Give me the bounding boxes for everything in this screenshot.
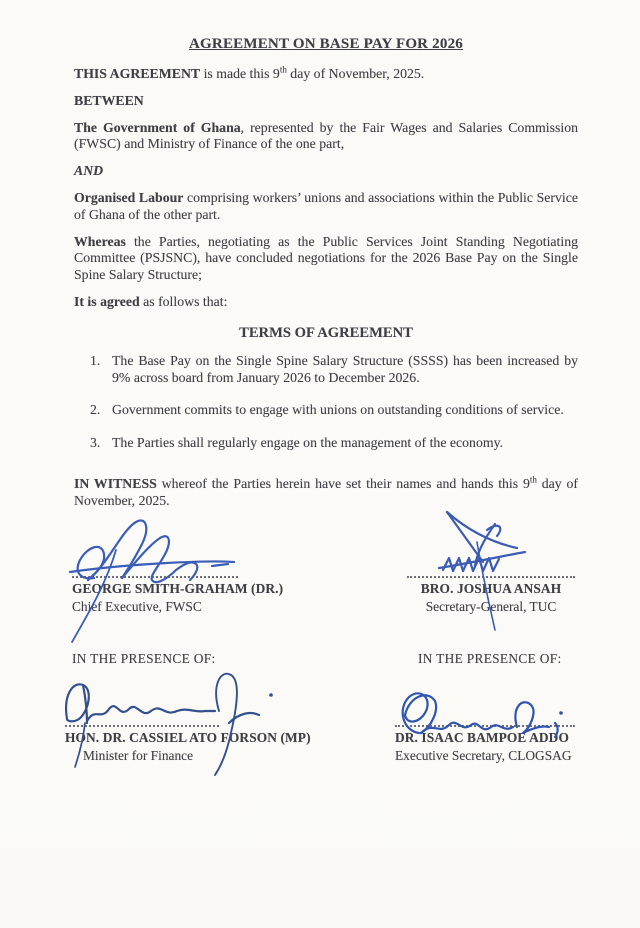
party1-paragraph xyxy=(74,120,578,154)
whereas-paragraph xyxy=(74,234,578,284)
witness-role: Executive Secretary, CLOGSAG xyxy=(395,747,572,763)
made-line-paragraph xyxy=(74,66,578,83)
signature-dotted-line xyxy=(65,725,219,727)
witness-name: HON. DR. CASSIEL ATO FORSON (MP) xyxy=(65,729,311,745)
witness-block-finance xyxy=(65,669,311,764)
party1-text: , represented by the Fair Wages and Salaries Commission (FWSC) and Ministry of Finance of the one part, xyxy=(74,119,578,152)
agreed-lead: It is agreed xyxy=(74,293,140,309)
signature-dotted-line xyxy=(395,725,575,727)
term-item-2 xyxy=(90,402,578,419)
signature-space xyxy=(72,510,312,576)
witness-role: Minister for Finance xyxy=(83,747,194,763)
made-line-text-pre: is made this 9 xyxy=(200,66,280,81)
term-item-3 xyxy=(90,435,578,452)
term-text: The Base Pay on the Single Spine Salary Structure (SSSS) has been increased by 9% across board from January 2026 to December 2026. xyxy=(112,352,578,385)
witness-text-pre: whereof the Parties herein have set their names and hands this 9 xyxy=(156,475,530,491)
witness-block-clogsag xyxy=(395,669,575,764)
term-text: The Parties shall regularly engage on the management of the economy. xyxy=(112,435,504,451)
term-number: 3. xyxy=(90,435,101,451)
presence-labels-row xyxy=(0,651,640,667)
signatory-name: GEORGE SMITH-GRAHAM (DR.) xyxy=(72,580,284,596)
and-label: AND xyxy=(74,163,104,179)
term-item-1 xyxy=(90,353,578,387)
party2-text: comprising workers’ unions and associations within the Public Service of Ghana of the other part. xyxy=(74,189,578,222)
witness-text-post: day of November, 2025. xyxy=(74,475,578,508)
agreed-text: as follows that: xyxy=(139,293,228,309)
signature-space xyxy=(65,669,305,725)
signatory-block-tuc xyxy=(407,510,575,615)
document-title: AGREEMENT ON BASE PAY FOR 2026 xyxy=(189,36,463,52)
between-label: BETWEEN xyxy=(74,92,144,108)
signatory-block-fwsc xyxy=(72,510,312,615)
made-line-lead: THIS AGREEMENT xyxy=(74,66,201,81)
term-number: 2. xyxy=(90,402,101,418)
signatory-name: BRO. JOSHUA ANSAH xyxy=(420,580,562,596)
party2-paragraph xyxy=(74,190,578,224)
term-text: Government commits to engage with unions on outstanding conditions of service. xyxy=(112,402,564,418)
signature-space xyxy=(395,669,575,725)
presence-label-right: IN THE PRESENCE OF: xyxy=(418,650,562,666)
witness-signatures-row xyxy=(0,669,640,764)
ordinal-suffix: th xyxy=(529,474,537,485)
agreed-paragraph xyxy=(74,294,578,311)
presence-label-left: IN THE PRESENCE OF: xyxy=(72,650,216,666)
ordinal-suffix: th xyxy=(279,64,287,75)
witness-name: DR. ISAAC BAMPOE ADDO xyxy=(395,729,569,745)
signatory-role: Chief Executive, FWSC xyxy=(72,598,202,614)
term-number: 1. xyxy=(90,352,101,368)
terms-heading: TERMS OF AGREEMENT xyxy=(239,324,413,341)
signatory-role: Secretary-General, TUC xyxy=(425,598,557,614)
whereas-text: the Parties, negotiating as the Public Services Joint Standing Negotiating Committee (PSJSNC), have concluded negotiations for the 2026 Base Pay on the Single Spine Salary Structure; xyxy=(74,233,578,283)
signature-space xyxy=(407,510,575,576)
signature-dotted-line xyxy=(72,576,238,578)
party1-lead: The Government of Ghana xyxy=(74,119,241,135)
signature-dotted-line xyxy=(407,576,575,578)
made-line-text-post: day of November, 2025. xyxy=(286,66,425,81)
witness-paragraph xyxy=(74,476,578,510)
whereas-lead: Whereas xyxy=(74,233,126,249)
terms-list xyxy=(90,353,578,452)
primary-signatures-row xyxy=(0,510,640,615)
witness-lead: IN WITNESS xyxy=(74,475,157,491)
party2-lead: Organised Labour xyxy=(74,189,184,205)
